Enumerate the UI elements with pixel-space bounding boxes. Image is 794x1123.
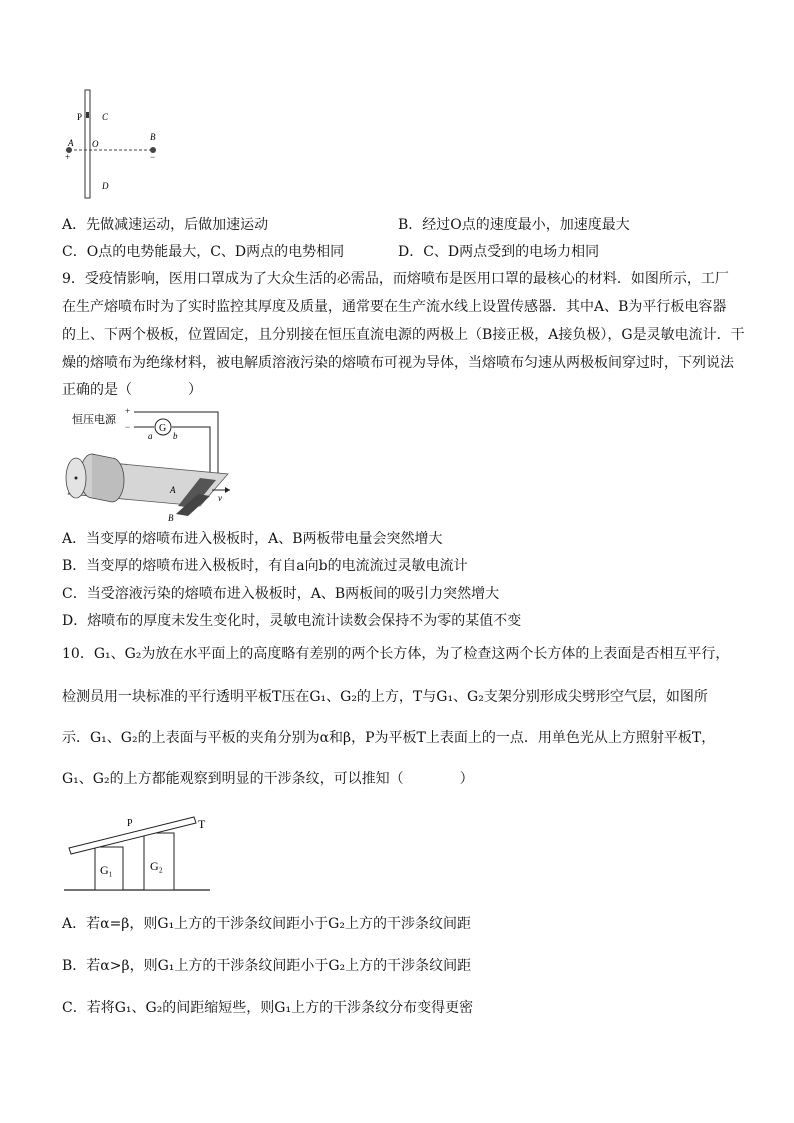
- q9-option-a: A．当变厚的熔喷布进入极板时，A、B两板带电量会突然增大: [62, 531, 443, 547]
- q10-option-b: B．若α>β，则G₁上方的干涉条纹间距小于G₂上方的干涉条纹间距: [62, 958, 472, 974]
- label-v: v: [218, 493, 222, 503]
- label-minus-terminal: −: [125, 422, 131, 432]
- label-g1: G₁: [100, 863, 113, 877]
- q9-line-5: 正确的是（ ）: [62, 382, 202, 398]
- q10-option-c: C．若将G₁、G₂的间距缩短些，则G₁上方的干涉条纹分布变得更密: [62, 1000, 474, 1016]
- q9-option-d: D．熔喷布的厚度未发生变化时，灵敏电流计读数会保持不为零的某值不变: [62, 613, 522, 629]
- vertical-plate: [85, 90, 90, 198]
- q10-line-1: 10．G₁、G₂为放在水平面上的高度略有差别的两个长方体，为了检查这两个长方体的上表面是否相互平行，: [62, 646, 730, 662]
- label-o: O: [92, 139, 99, 149]
- q10-line-2: 检测员用一块标准的平行透明平板T压在G₁、G₂的上方，T与G₁、G₂支架分别形成尖劈形空气层，如图所: [62, 689, 708, 705]
- roll-axis: [75, 477, 78, 480]
- q9-line-4: 燥的熔喷布为绝缘材料，被电解质溶液污染的熔喷布可视为导体，当熔喷布匀速从两极板间穿过时，下列说法: [62, 355, 734, 371]
- q9-option-b: B．当变厚的熔喷布进入极板时，有自a向b的电流流过灵敏电流计: [62, 558, 468, 574]
- q9-line-3: 的上、下两个极板，位置固定，且分别接在恒压直流电源的两极上（B接正极，A接负极），G是灵敏电流计．干: [62, 327, 745, 343]
- label-a-terminal: a: [148, 431, 153, 441]
- q9-line-2: 在生产熔喷布时为了实时监控其厚度及质量，通常要在生产流水线上设置传感器．其中A、B为平行板电容器: [62, 299, 727, 315]
- q9-line-1: 9．受疫情影响，医用口罩成为了大众生活的必需品，而熔喷布是医用口罩的最核心的材料．如图所示，工厂: [62, 271, 729, 287]
- label-plate-a: A: [170, 485, 176, 495]
- label-plus-terminal: +: [125, 406, 131, 416]
- figure-meltblown-sensor: [60, 406, 240, 524]
- roll-body: [92, 454, 124, 502]
- point-p-marker: [86, 112, 89, 118]
- label-power-source: 恒压电源: [72, 414, 116, 426]
- label-c: C: [102, 112, 109, 122]
- label-plate-b: B: [168, 513, 174, 523]
- figure-interference-blocks: [62, 810, 222, 895]
- label-b-terminal: b: [173, 431, 178, 441]
- q8-option-b: B．经过O点的速度最小，加速度最大: [398, 217, 630, 233]
- q9-option-c: C．当受溶液污染的熔喷布进入极板时，A、B两板间的吸引力突然增大: [62, 586, 500, 602]
- q8-option-a: A．先做减速运动，后做加速运动: [62, 217, 269, 233]
- label-g2: G₂: [150, 859, 163, 873]
- label-t: T: [198, 817, 206, 831]
- q10-line-3: 示．G₁、G₂的上表面与平板的夹角分别为α和β，P为平板T上表面上的一点．用单色光从上方照射平板T，: [62, 730, 716, 746]
- q10-option-a: A．若α=β，则G₁上方的干涉条纹间距小于G₂上方的干涉条纹间距: [62, 916, 471, 932]
- label-p-point: P: [127, 818, 133, 829]
- figure-charges: [55, 88, 175, 203]
- label-a: A: [68, 138, 74, 148]
- label-d: D: [102, 181, 109, 191]
- label-p: P: [77, 112, 83, 122]
- label-plus: +: [65, 152, 71, 162]
- q10-line-4: G₁、G₂的上方都能观察到明显的干涉条纹，可以推知（ ）: [62, 771, 474, 787]
- label-g: G: [159, 423, 167, 434]
- q8-option-d: D．C、D两点受到的电场力相同: [398, 244, 600, 260]
- label-b: B: [150, 132, 156, 142]
- velocity-arrowhead: [225, 487, 230, 493]
- q8-option-c: C．O点的电势能最大，C、D两点的电势相同: [62, 244, 345, 260]
- label-minus: −: [150, 152, 156, 162]
